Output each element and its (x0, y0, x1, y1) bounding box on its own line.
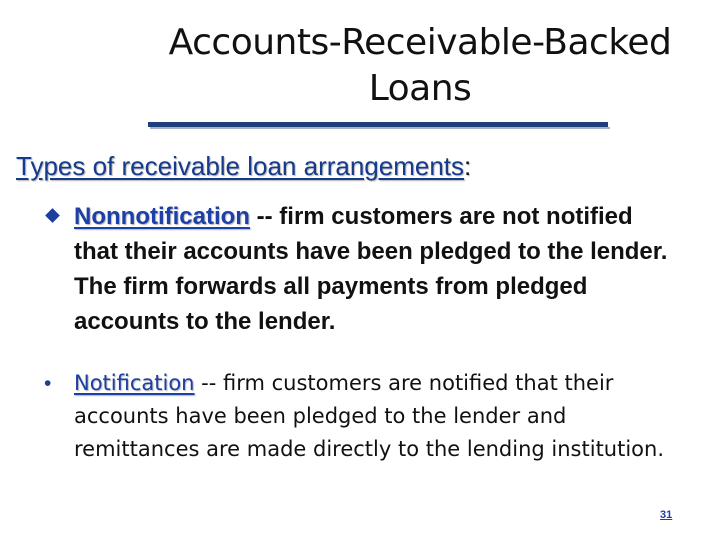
page-number: 31 (660, 509, 673, 521)
section-heading (16, 150, 696, 182)
bullet-text: firm customers are not notified that their accounts have been pledged to the lender. The firm forwards all payments from pledged accounts to the lender. (74, 203, 668, 335)
bullet-term: Notification (74, 371, 195, 395)
bullet-separator: -- (249, 203, 280, 230)
title-underline-shadow (150, 127, 610, 129)
diamond-bullet-icon (45, 208, 60, 223)
bullet-item-notification (74, 367, 684, 466)
bullet-item-nonnotification (74, 199, 674, 339)
dot-bullet-icon: • (44, 372, 52, 395)
bullet-term: Nonnotification (74, 203, 250, 230)
bullet-separator: -- (194, 371, 224, 395)
bullet-text: firm customers are notified that their accounts have been pledged to the lender and remittances are made directly to the lending institution. (74, 371, 665, 461)
section-heading-text: Types of receivable loan arrangements (16, 151, 465, 181)
section-heading-colon: : (464, 151, 472, 181)
slide-title: Accounts-Receivable-Backed Loans (168, 22, 672, 109)
